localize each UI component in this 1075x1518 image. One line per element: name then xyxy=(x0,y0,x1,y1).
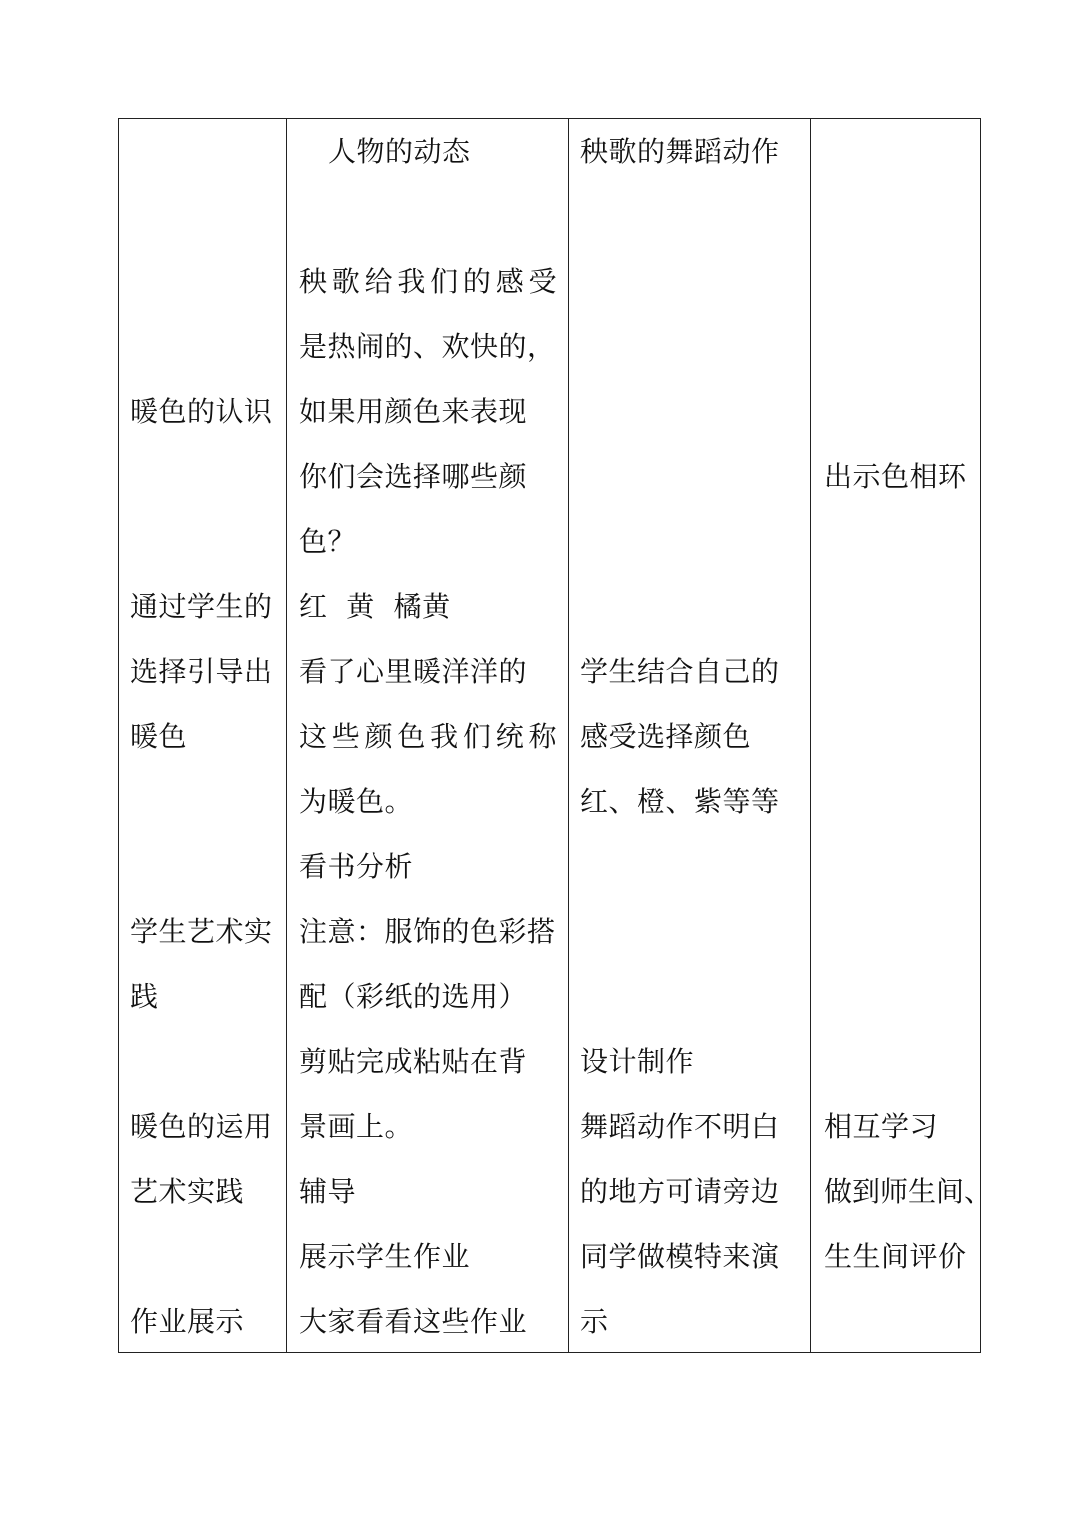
col1-through-line2: 选择引导出 xyxy=(130,655,273,688)
col2-feeling-line5: 色？ xyxy=(299,525,357,558)
col1-work-display: 作业展示 xyxy=(130,1305,245,1338)
col2-note-line1: 注意：服饰的色彩搭 xyxy=(299,915,556,948)
col2-figure-motion: 人物的动态 xyxy=(328,135,471,168)
column-divider-3 xyxy=(810,118,811,1353)
col2-feeling-line4: 你们会选择哪些颜 xyxy=(299,460,528,493)
column-divider-2 xyxy=(568,118,569,1353)
col3-design: 设计制作 xyxy=(580,1045,695,1078)
col3-dance-line3: 同学做模特来演 xyxy=(580,1240,780,1273)
col2-cut-line2: 景画上。 xyxy=(299,1110,414,1143)
col2-cut-line1: 剪贴完成粘贴在背 xyxy=(299,1045,528,1078)
col2-warm-line1: 看了心里暖洋洋的 xyxy=(299,655,528,688)
col3-student-line1: 学生结合自己的 xyxy=(580,655,780,688)
col3-dance-line2: 的地方可请旁边 xyxy=(580,1175,780,1208)
col3-student-line3: 红、橙、紫等等 xyxy=(580,785,780,818)
col4-eval-line1: 做到师生间、 xyxy=(824,1175,993,1208)
col2-tutor: 辅导 xyxy=(299,1175,357,1208)
col3-dance-moves: 秧歌的舞蹈动作 xyxy=(580,135,780,168)
col3-dance-line4: 示 xyxy=(580,1305,609,1338)
col2-colors: 红 黄 橘黄 xyxy=(299,590,451,623)
col4-eval-line2: 生生间评价 xyxy=(824,1240,967,1273)
column-divider-1 xyxy=(286,118,287,1353)
col2-warm-line2: 这些颜色我们统称 xyxy=(299,720,557,753)
col2-show-work: 展示学生作业 xyxy=(299,1240,471,1273)
col1-art-practice-line2: 践 xyxy=(130,980,159,1013)
col4-color-wheel: 出示色相环 xyxy=(824,460,967,493)
col2-feeling-line2: 是热闹的、欢快的， xyxy=(299,330,556,363)
col1-through-line3: 暖色 xyxy=(130,720,188,753)
col1-through-line1: 通过学生的 xyxy=(130,590,273,623)
col2-warm-line3: 为暖色。 xyxy=(299,785,414,818)
col2-look-work: 大家看看这些作业 xyxy=(299,1305,528,1338)
col4-mutual-learn: 相互学习 xyxy=(824,1110,939,1143)
col1-art-practice: 艺术实践 xyxy=(130,1175,245,1208)
col2-note-line2: 配（彩纸的选用） xyxy=(299,980,528,1013)
col3-student-line2: 感受选择颜色 xyxy=(580,720,752,753)
col1-warm-recognition: 暖色的认识 xyxy=(130,395,273,428)
col2-feeling-line1: 秧歌给我们的感受 xyxy=(299,265,557,298)
col2-feeling-line3: 如果用颜色来表现 xyxy=(299,395,528,428)
col3-dance-line1: 舞蹈动作不明白 xyxy=(580,1110,780,1143)
col1-art-practice-line1: 学生艺术实 xyxy=(130,915,273,948)
col1-warm-use: 暖色的运用 xyxy=(130,1110,273,1143)
col2-read-book: 看书分析 xyxy=(299,850,414,883)
